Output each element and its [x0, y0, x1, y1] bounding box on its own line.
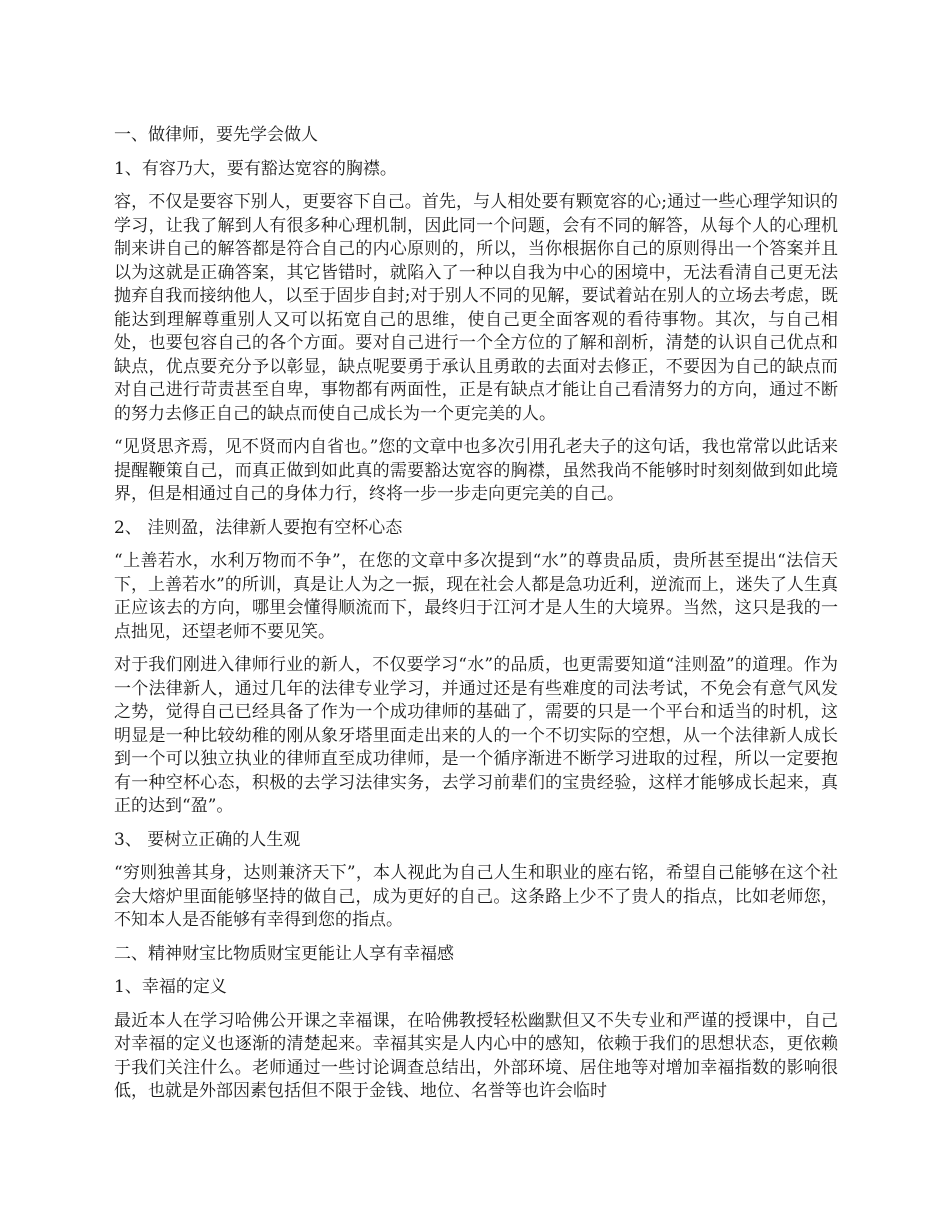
subsection-heading-2-1: 1、幸福的定义: [114, 977, 227, 997]
document-body: [114, 124, 838, 1114]
paragraph: 容，不仅是要容下别人，更要容下自己。首先，与人相处要有颗宽容的心;通过一些心理学知识的学习，让我了解到人有很多种心理机制，因此同一个问题，会有不同的解答，从每个人的心理机制来讲自己的解答都是符合自己的内心原则的，所以，当你根据你自己的原则得出一个答案并且以为这就是正确答案，其它皆错时，就陷入了一种以自我为中心的困境中，无法看清自己更无法抛弃自我而接纳他人，以至于固步自封;对于别人不同的见解，要试着站在别人的立场去考虑，既能达到理解尊重别人又可以拓宽自己的思维，使自己更全面客观的看待事物。其次，与自己相处，也要包容自己的各个方面。要对自己进行一个全方位的了解和剖析，清楚的认识自己优点和缺点，优点要充分予以彰显，缺点呢要勇于承认且勇敢的去面对去修正，不要因为自己的缺点而对自己进行苛责甚至自卑，事物都有两面性，正是有缺点才能让自己看清努力的方向，通过不断的努力去修正自己的缺点而使自己成长为一个更完美的人。: [114, 192, 838, 424]
paragraph: 最近本人在学习哈佛公开课之幸福课，在哈佛教授轻松幽默但又不失专业和严谨的授课中，自己对幸福的定义也逐渐的清楚起来。幸福其实是人内心中的感知，依赖于我们的思想状态，更依赖于我们关注什么。老师通过一些讨论调查总结出，外部环境、居住地等对增加幸福指数的影响很低，也就是外部因素包括但不限于金钱、地位、名誉等也许会临时: [114, 1010, 838, 1101]
subsection-heading-1-3: 3、 要树立正确的人生观: [114, 829, 301, 850]
section-heading-1: 一、做律师，要先学会做人: [114, 125, 318, 145]
section-heading-2: 二、精神财宝比物质财宝更能让人享有幸福感: [114, 943, 454, 964]
paragraph: “见贤思齐焉，见不贤而内自省也。”您的文章中也多次引用孔老夫子的这句话，我也常常以此话来提醒鞭策自己，而真正做到如此真的需要豁达宽容的胸襟，虽然我尚不能够时时刻刻做到如此境界，但是相通过自己的身体力行，终将一步一步走向更完美的自己。: [114, 437, 838, 504]
paragraph: “上善若水，水利万物而不争”，在您的文章中多次提到“水”的尊贵品质，贵所甚至提出“法信天下，上善若水”的所训，真是让人为之一振，现在社会人都是急功近利，逆流而上，迷失了人生真正应该去的方向，哪里会懂得顺流而下，最终归于江河才是人生的大境界。当然，这只是我的一点拙见，还望老师不要见笑。: [114, 551, 838, 642]
paragraph: “穷则独善其身，达则兼济天下”，本人视此为自己人生和职业的座右铭，希望自己能够在这个社会大熔炉里面能够坚持的做自己，成为更好的自己。这条路上少不了贵人的指点，比如老师您，不知本人是否能够有幸得到您的指点。: [114, 863, 838, 930]
paragraph: 对于我们刚进入律师行业的新人，不仅要学习“水”的品质，也更需要知道“洼则盈”的道理。作为一个法律新人，通过几年的法律专业学习，并通过还是有些难度的司法考试，不免会有意气风发之势，觉得自己已经具备了作为一个成功律师的基础了，需要的只是一个平台和适当的时机，这明显是一种比较幼稚的刚从象牙塔里面走出来的人的一个不切实际的空想，从一个法律新人成长到一个可以独立执业的律师直至成功律师，是一个循序渐进不断学习进取的过程，所以一定要抱有一种空杯心态，积极的去学习法律实务，去学习前辈们的宝贵经验，这样才能够成长起来，真正的达到“盈”。: [114, 655, 838, 816]
subsection-heading-1-2: 2、 洼则盈，法律新人要抱有空杯心态: [114, 517, 403, 538]
subsection-heading-1-1: 1、有容乃大，要有豁达宽容的胸襟。: [114, 158, 397, 179]
